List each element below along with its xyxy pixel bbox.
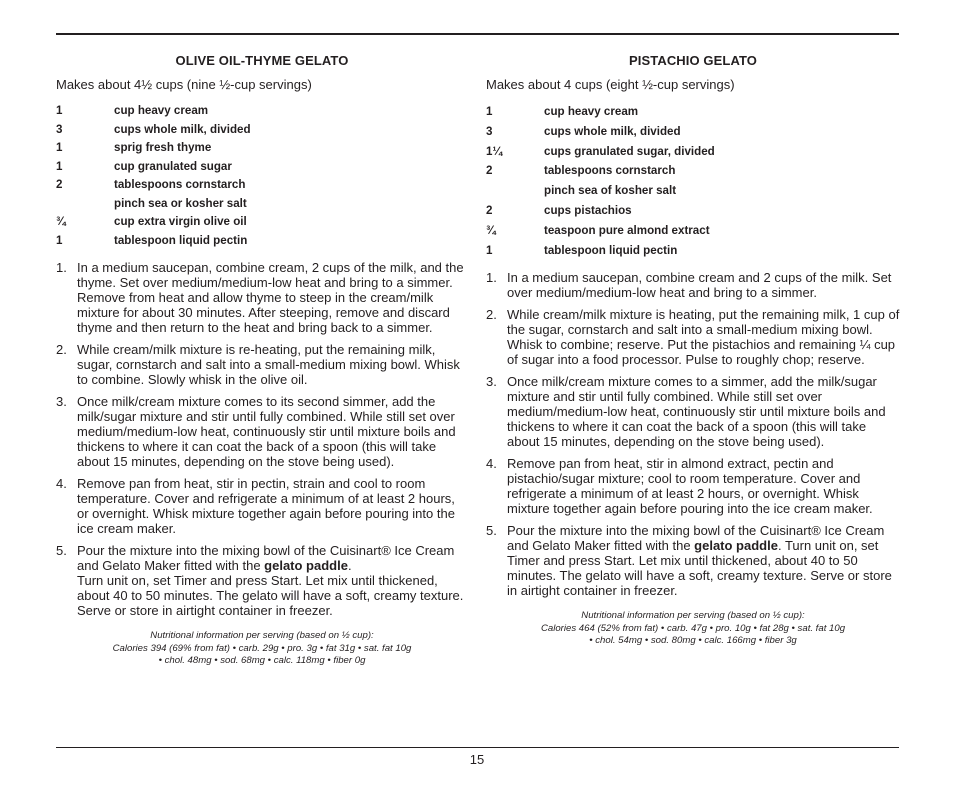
nutrition-line: Calories 394 (69% from fat) • carb. 29g • pro. 3g • fat 31g • sat. fat 10g [112,642,412,654]
nutrition-line: • chol. 54mg • sod. 80mg • calc. 166mg • fiber 3g [589,635,797,647]
step-text-part: Turn unit on, set Timer and press Start. Let mix until thickened, about 40 to 50 minutes. The gelato will have a soft, creamy texture. Serve or store in airtight container in freezer. [77,573,464,618]
recipe-title: OLIVE OIL-THYME GELATO [175,53,349,68]
instruction-step [56,476,468,536]
ingredient-item: sprig fresh thyme [114,141,212,154]
ingredient-qty: 3 [486,124,493,138]
ingredient-item: tablespoons cornstarch [544,164,676,178]
instruction-step [56,543,468,618]
step-number: 1. [56,260,67,275]
step-text: Once milk/cream mixture comes to its second simmer, add the milk/sugar mixture and stir until fully combined. While still set over medium/medium-low heat, continuously stir until mixture boils and thickens to where it can coat the back of a spoon (this will take about 15 minutes, depending on the stove being used). [77,394,456,469]
step-number: 5. [486,523,497,539]
instruction-step [486,307,900,367]
nutrition-line: • chol. 48mg • sod. 68mg • calc. 118mg • fiber 0g [158,655,366,666]
ingredient-row [56,158,468,177]
step-text: Remove pan from heat, stir in pectin, strain and cool to room temperature. Cover and refrigerate a minimum of at least 2 hours, or overnight. Whisk mixture together again before pouring into the ice cream maker. [77,476,455,536]
gelato-paddle-term: gelato paddle [694,538,778,554]
ingredient-item: tablespoons cornstarch [114,178,246,191]
step-text: Remove pan from heat, stir in almond extract, pectin and pistachio/sugar mixture; cool to room temperature. Cover and refrigerate a minimum of at least 2 hours, or overnight. Whisk mixture together again before pouring into the ice cream maker. [507,456,873,517]
step-text: In a medium saucepan, combine cream and 2 cups of the milk. Set over medium/medium-low heat and bring to a simmer. [507,270,892,301]
ingredient-item: cups granulated sugar, divided [544,144,715,158]
ingredient-item: cup heavy cream [114,104,209,117]
ingredient-row [56,195,468,214]
ingredient-row [486,201,900,221]
ingredient-qty: 1¼ [486,144,503,158]
ingredient-qty: 2 [56,178,63,191]
instruction-step [486,456,900,516]
page-number: 15 [469,752,485,767]
ingredient-qty: ¾ [56,215,66,228]
ingredient-qty [486,181,544,201]
instruction-step [56,394,468,469]
ingredient-item: pinch sea of kosher salt [544,184,677,198]
ingredient-item: cup heavy cream [544,105,639,118]
step-text-part: Pour the mixture into the mixing bowl of the Cuisinart® Ice Cream and Gelato Maker fitted with the [77,543,455,573]
ingredient-qty: 1 [56,159,63,173]
step-number: 4. [486,456,497,472]
step-text-part: . [347,558,352,573]
ingredient-row [486,241,900,261]
ingredient-list [486,102,900,260]
recipe-yield: Makes about 4 cups (eight ½-cup servings) [486,77,735,92]
ingredient-row [486,142,900,162]
ingredient-item: pinch sea or kosher salt [114,196,247,210]
step-number: 4. [56,476,67,491]
ingredient-qty: 1 [56,233,63,247]
ingredient-item: cup granulated sugar [114,159,232,173]
ingredient-qty: 1 [56,104,63,117]
instruction-step [486,374,900,449]
recipe-pistachio [486,53,900,648]
ingredient-item: cups whole milk, divided [544,124,681,138]
ingredient-row [56,232,468,251]
instruction-step [486,523,900,598]
step-number: 5. [56,543,67,558]
ingredient-item: cup extra virgin olive oil [114,215,247,228]
instruction-step [56,260,468,335]
ingredient-item: tablespoon liquid pectin [114,233,248,247]
recipe-yield: Makes about 4½ cups (nine ½-cup servings) [56,77,312,92]
ingredient-row [486,181,900,201]
instruction-list [56,260,468,618]
ingredient-item: cups whole milk, divided [114,122,251,136]
ingredient-row [486,122,900,142]
ingredient-row [56,102,468,121]
bottom-rule [56,747,899,748]
ingredient-row [56,139,468,158]
step-number: 3. [486,374,497,390]
ingredient-row [486,221,900,241]
step-text [507,523,900,598]
step-number: 2. [56,342,67,357]
nutrition-info [56,630,468,668]
ingredient-list [56,102,468,250]
ingredient-item: teaspoon pure almond extract [544,223,710,237]
ingredient-row [486,102,900,122]
step-number: 2. [486,307,497,323]
ingredient-item: cups pistachios [544,203,632,217]
recipe-olive-oil-thyme [56,53,468,668]
recipe-title: PISTACHIO GELATO [629,53,757,68]
ingredient-item: tablespoon liquid pectin [544,243,678,257]
ingredient-row [56,213,468,232]
ingredient-qty: 1 [486,243,493,257]
instruction-step [56,342,468,387]
ingredient-qty: 3 [56,122,63,136]
nutrition-line: Calories 464 (52% from fat) • carb. 47g • pro. 10g • fat 28g • sat. fat 10g [540,622,846,634]
nutrition-info [486,610,900,648]
step-number: 1. [486,270,497,286]
instruction-step [486,270,900,300]
ingredient-qty [56,195,114,214]
step-text-part: Pour the mixture into the mixing bowl of the Cuisinart® Ice Cream and Gelato Maker fitted with the [507,523,885,554]
step-number: 3. [56,394,67,409]
step-text-part: . Turn unit on, set Timer and press Start. Let mix until thickened, about 40 to 50 minutes. The gelato will have a soft, creamy texture. Serve or store in airtight container in freezer. [507,538,892,599]
ingredient-row [56,121,468,140]
step-text: While cream/milk mixture is re-heating, put the remaining milk, sugar, cornstarch and salt into a small-medium mixing bowl. Whisk to combine. Slowly whisk in the olive oil. [77,342,460,387]
ingredient-qty: 1 [56,141,63,154]
step-text: In a medium saucepan, combine cream, 2 cups of the milk, and the thyme. Set over medium/medium-low heat and bring to a simmer. Remove from heat and allow thyme to steep in the cream/milk mixture for about 30 minutes. After steeping, remove and discard thyme and then return to the heat and bring back to a simmer. [77,260,464,335]
step-text: While cream/milk mixture is heating, put the remaining milk, 1 cup of the sugar, cornstarch and salt into a small-medium mixing bowl. Whisk to combine; reserve. Put the pistachios and remaining ¼ cup of sugar into a food processor. Pulse to roughly chop; reserve. [507,307,900,368]
top-rule [56,33,899,35]
ingredient-qty: 1 [486,105,493,118]
ingredient-qty: 2 [486,203,493,217]
nutrition-line: Nutritional information per serving (based on ½ cup): [581,610,805,622]
ingredient-row [56,176,468,195]
gelato-paddle-term: gelato paddle [264,558,348,573]
instruction-list [486,270,900,598]
ingredient-qty: ¾ [486,223,496,237]
step-text: Once milk/cream mixture comes to a simmer, add the milk/sugar mixture and stir until fully combined. While still set over medium/medium-low heat, continuously stir until mixture boils and thickens to where it can coat the back of a spoon (this will take about 15 minutes, depending on the stove being used). [507,374,886,450]
step-text [77,543,468,618]
nutrition-line: Nutritional information per serving (based on ½ cup): [150,630,374,641]
ingredient-qty: 2 [486,164,493,178]
ingredient-row [486,161,900,181]
